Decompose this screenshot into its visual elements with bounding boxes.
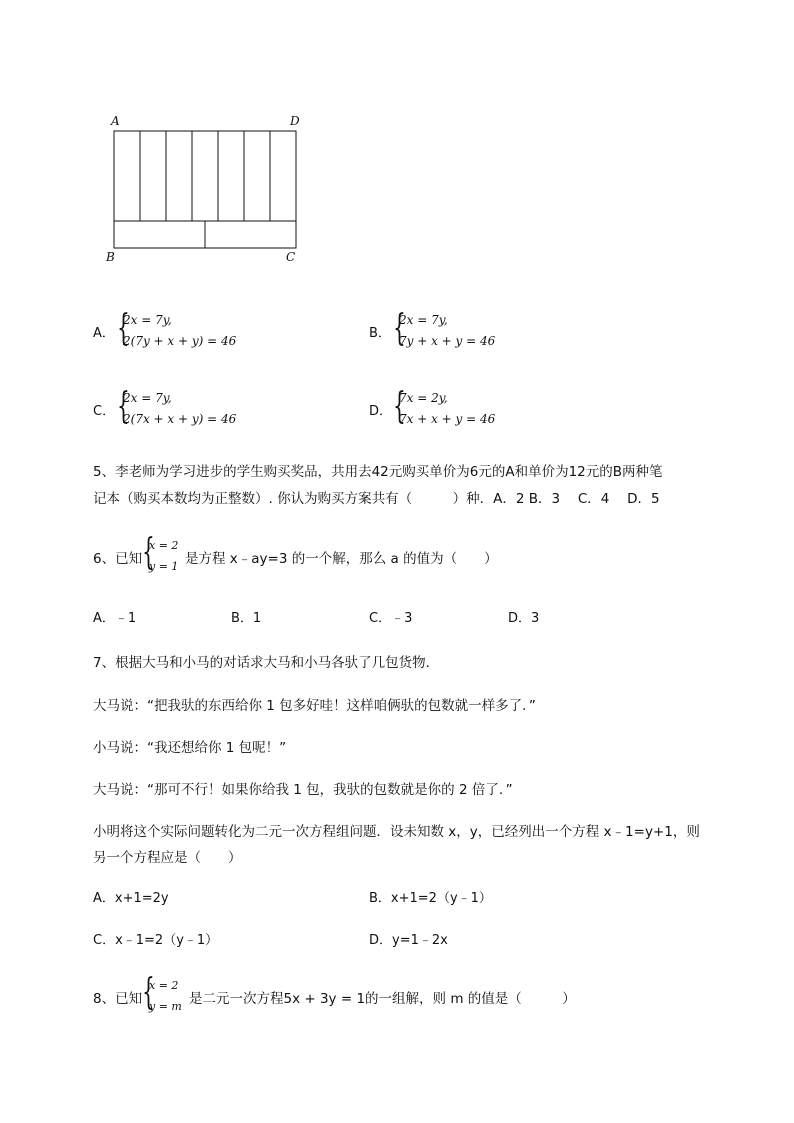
option-letter: C． — [93, 404, 116, 419]
label-c: C — [286, 250, 296, 264]
q4-option-b[interactable] — [369, 310, 629, 354]
q7-dialogue-2: 小马说：“我还想给你 1 包呢！” — [93, 740, 287, 756]
label-a: A — [111, 114, 120, 128]
q6-suffix: 是方程 x﹣ay=3 的一个解，那么 a 的值为（ ） — [185, 551, 498, 567]
q7-option-d[interactable]: D．y=1﹣2x — [369, 933, 448, 948]
q8-stem — [93, 972, 693, 1019]
q7-dialogue-1: 大马说：“把我驮的东西给你 1 包多好哇！这样咱俩驮的包数就一样多了．” — [93, 698, 536, 714]
q6-prefix: 6、已知 — [93, 551, 143, 567]
brace-icon: { — [393, 308, 406, 349]
option-letter: D． — [369, 404, 393, 419]
q4-option-d[interactable] — [369, 388, 629, 432]
q7-option-c[interactable]: C．x﹣1=2（y﹣1） — [93, 933, 219, 948]
equation-system: x = 2 y = m — [149, 979, 182, 1013]
q7-dialogue-3: 大马说：“那可不行！如果你给我 1 包，我驮的包数就是你的 2 倍了．” — [93, 782, 513, 798]
equation-system: 2x = 7y, 2(7x + x + y) = 46 — [123, 391, 237, 426]
label-b: B — [106, 250, 115, 264]
q4-option-a[interactable] — [93, 310, 353, 354]
equation-system: 2x = 7y, 7y + x + y = 46 — [399, 313, 496, 348]
q7-question-line-1: 小明将这个实际问题转化为二元一次方程组问题．设未知数 x，y，已经列出一个方程 x﹣1=y+1，则 — [93, 824, 700, 840]
brace-icon: { — [117, 386, 130, 427]
q4-option-c[interactable] — [93, 388, 353, 432]
q8-suffix: 是二元一次方程5x + 3y = 1的一组解，则 m 的值是（ ） — [189, 991, 576, 1007]
q6-option-c[interactable]: C．﹣3 — [369, 611, 413, 626]
q7-option-a[interactable]: A．x+1=2y — [93, 891, 169, 906]
rectangle-figure — [100, 110, 315, 270]
equation-system: 7x = 2y, 7x + x + y = 46 — [399, 391, 496, 426]
q5-line-1: 5、李老师为学习进步的学生购买奖品，共用去42元购买单价为6元的A和单价为12元的B两种笔 — [93, 464, 663, 480]
q7-question-line-2: 另一个方程应是（ ） — [93, 850, 242, 866]
q5-line-2: 记本（购买本数均为正整数）. 你认为购买方案共有（ ）种．A．2 B．3 C．4 D．5 — [93, 491, 660, 507]
brace-icon: { — [393, 386, 406, 427]
brace-icon: { — [117, 308, 130, 349]
q6-option-d[interactable]: D．3 — [508, 611, 540, 626]
brace-icon: { — [142, 972, 155, 1013]
q6-stem — [93, 532, 693, 579]
q6-option-a[interactable]: A．﹣1 — [93, 611, 137, 626]
option-letter: B． — [369, 326, 391, 341]
q7-option-b[interactable]: B．x+1=2（y﹣1） — [369, 891, 492, 906]
equation-system: x = 2 y = 1 — [149, 539, 179, 573]
q7-stem: 7、根据大马和小马的对话求大马和小马各驮了几包货物． — [93, 655, 440, 671]
option-letter: A． — [93, 326, 115, 341]
label-d: D — [290, 114, 300, 128]
q6-option-b[interactable]: B．1 — [231, 611, 262, 626]
equation-system: 2x = 7y, 2(7y + x + y) = 46 — [123, 313, 237, 348]
q8-prefix: 8、已知 — [93, 991, 143, 1007]
brace-icon: { — [142, 532, 155, 573]
rectangle-diagram — [100, 110, 315, 270]
